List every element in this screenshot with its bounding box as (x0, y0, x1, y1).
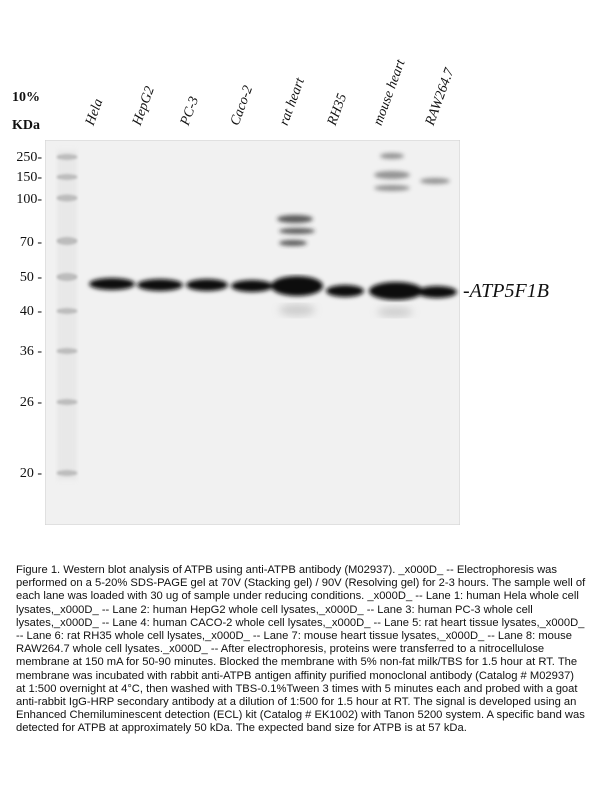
lane-label-pc3: PC-3 (177, 94, 203, 128)
marker-70: 70 - (19, 235, 42, 250)
lane-label-mouse-heart: mouse heart (370, 57, 409, 128)
figure-caption: Figure 1. Western blot analysis of ATPB using anti-ATPB antibody (M02937). _x000D_ -- Electrophoresis was performed on a 5-20% SDS-PAGE gel at 70V (Stacking gel) / 90V (Resolving gel) for 2-3 hours. The sample well of each lane was loaded with 30 ug of sample under reducing conditions. _x000D_ -- Lane 1: human Hela whole cell lysates,_x000D_ -- Lane 2: human HepG2 whole cell lysates,_x000D_ -- Lane 3: human PC-3 whole cell lysates,_x000D_ -- Lane 4: human CACO-2 whole cell lysates,_x000D_ -- Lane 5: rat heart tissue lysates,_x000D_ -- Lane 6: rat RH35 whole cell lysates,_x000D_ -- Lane 7: mouse heart tissue lysates,_x000D_ -- Lane 8: mouse RAW264.7 whole cell lysates._x000D_ -- After electrophoresis, proteins were transferred to a nitrocellulose membrane at 150 mA for 50-90 minutes. Blocked the membrane with 5% non-fat milk/TBS for 1.5 hour at RT. The membrane was incubated with rabbit anti-ATPB antigen affinity purified monoclonal antibody (Catalog # M02937) at 1:500 overnight at 4°C, then washed with TBS-0.1%Tween 3 times with 5 minutes each and probed with a goat anti-rabbit IgG-HRP secondary antibody at a dilution of 1:500 for 1.5 hour at RT. The signal is developed using an Enhanced Chemiluminescent detection (ECL) kit (Catalog # EK1002) with Tanon 5200 system. A specific band was detected for ATPB at approximately 50 kDa. The expected band size for ATPB is at 57 kDa. (16, 564, 586, 735)
marker-40: 40 - (19, 304, 42, 319)
marker-250: 250- (16, 150, 42, 165)
marker-26: 26 - (19, 395, 42, 410)
marker-150: 150- (16, 170, 42, 185)
lane-label-hepg2: HepG2 (129, 84, 158, 128)
lane-label-rat-heart: rat heart (276, 76, 308, 128)
lane-label-caco2: Caco-2 (227, 83, 257, 128)
lane-label-raw264: RAW264.7 (422, 66, 458, 128)
gel-percent-label: 10% (12, 90, 40, 105)
band-label-atp5f1b: -ATP5F1B (463, 280, 549, 302)
lane-label-hela: Hela (82, 96, 107, 128)
marker-50: 50 - (19, 270, 42, 285)
lane-label-rh35: RH35 (324, 91, 351, 128)
marker-20: 20 - (19, 466, 42, 481)
marker-36: 36 - (19, 344, 42, 359)
western-blot-image (45, 140, 460, 525)
kda-unit-label: KDa (12, 118, 40, 133)
marker-100: 100- (16, 192, 42, 207)
